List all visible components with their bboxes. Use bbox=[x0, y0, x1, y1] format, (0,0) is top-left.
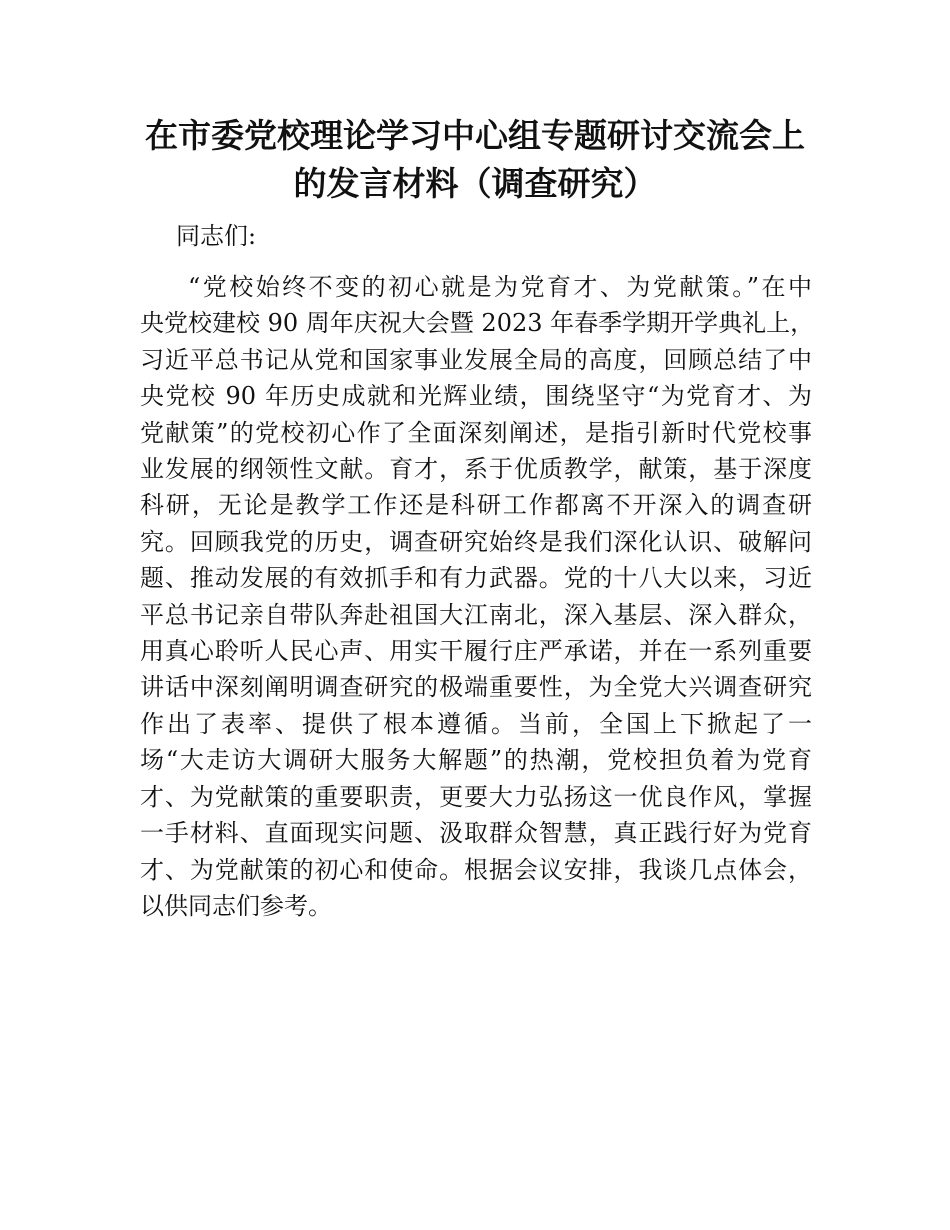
paragraph-line: 平总书记亲自带队奔赴祖国大江南北，深入基层、深入群众， bbox=[140, 600, 812, 629]
paragraph-line: 场“大走访大调研大服务大解题”的热潮，党校担负着为党育 bbox=[140, 746, 812, 775]
paragraph-line: 科研，无论是教学工作还是科研工作都离不开深入的调查研 bbox=[140, 491, 812, 520]
paragraph-line: 习近平总书记从党和国家事业发展全局的高度，回顾总结了中 bbox=[140, 345, 812, 374]
paragraph-line: 题、推动发展的有效抓手和有力武器。党的十八大以来，习近 bbox=[140, 564, 812, 593]
paragraph-line: 党献策”的党校初心作了全面深刻阐述，是指引新时代党校事 bbox=[140, 418, 812, 447]
paragraph-line: 究。回顾我党的历史，调查研究始终是我们深化认识、破解问 bbox=[140, 527, 812, 556]
paragraph-line: 作出了表率、提供了根本遵循。当前，全国上下掀起了一 bbox=[140, 709, 812, 738]
salutation: 同志们: bbox=[176, 222, 257, 250]
paragraph-line: 业发展的纲领性文献。育才，系于优质教学，献策，基于深度 bbox=[140, 455, 812, 484]
document-title bbox=[120, 112, 830, 208]
paragraph-line: 讲话中深刻阐明调查研究的极端重要性，为全党大兴调查研究 bbox=[140, 673, 812, 702]
paragraph-line: 才、为党献策的初心和使命。根据会议安排，我谈几点体会， bbox=[140, 855, 812, 884]
body-paragraph bbox=[140, 269, 815, 924]
title-line: 的发言材料（调查研究） bbox=[293, 164, 657, 203]
paragraph-line: 一手材料、直面现实问题、汲取群众智慧，真正践行好为党育 bbox=[140, 819, 812, 848]
paragraph-line: “党校始终不变的初心就是为党育才、为党献策。”在中 bbox=[188, 273, 812, 301]
paragraph-line: 央党校建校 90 周年庆祝大会暨 2023 年春季学期开学典礼上， bbox=[140, 309, 815, 338]
paragraph-line: 央党校 90 年历史成就和光辉业绩，围绕坚守“为党育才、为 bbox=[140, 382, 812, 411]
paragraph-line: 用真心聆听人民心声、用实干履行庄严承诺，并在一系列重要 bbox=[140, 637, 812, 666]
paragraph-line: 才、为党献策的重要职责，更要大力弘扬这一优良作风，掌握 bbox=[140, 782, 812, 811]
title-line: 在市委党校理论学习中心组专题研讨交流会上 bbox=[145, 116, 805, 155]
paragraph-line: 以供同志们参考。 bbox=[140, 891, 332, 920]
